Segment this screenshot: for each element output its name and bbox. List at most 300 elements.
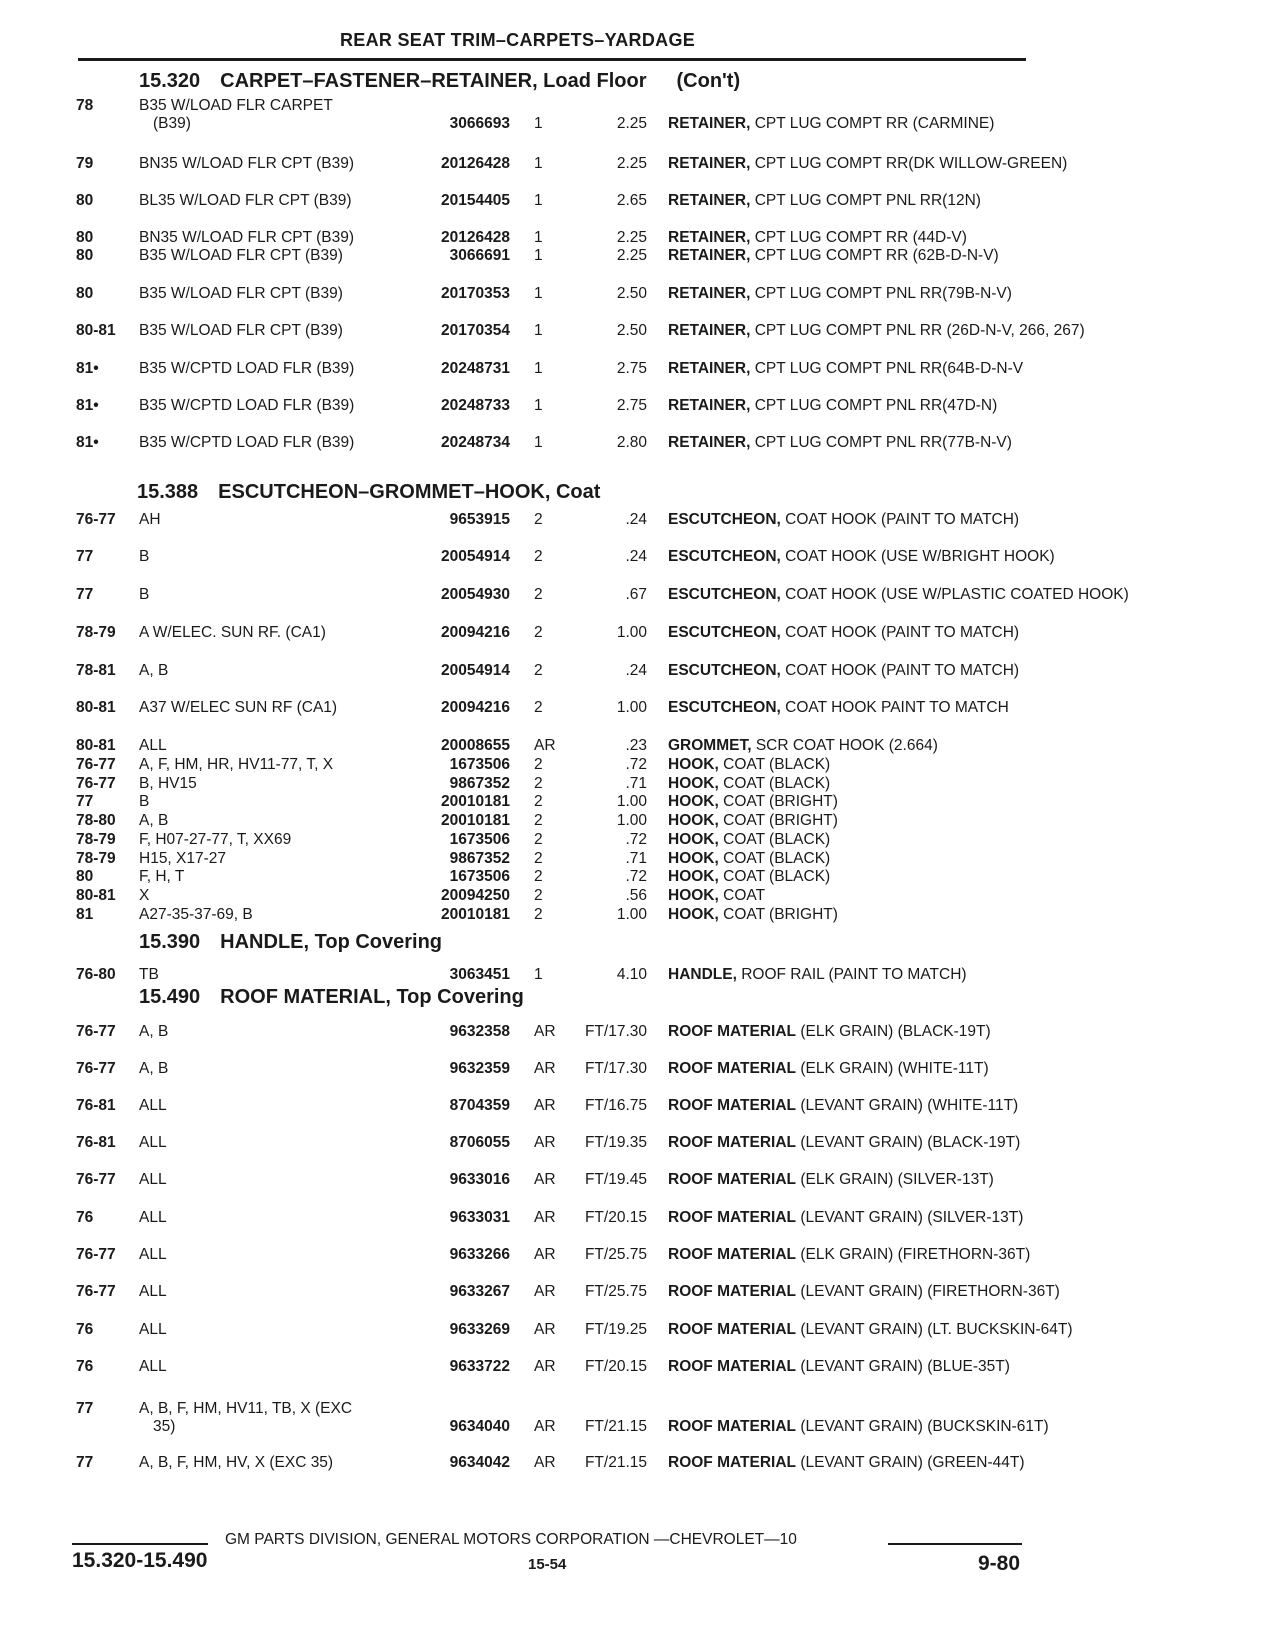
row-description-bold: ROOF MATERIAL <box>668 1023 797 1040</box>
section-heading: HANDLE, Top Covering <box>220 931 443 953</box>
row-quantity: 2 <box>534 624 543 641</box>
row-price: FT/25.75 <box>584 1246 647 1263</box>
row-description-bold: HOOK, <box>668 887 719 904</box>
row-part-number: 9633267 <box>449 1283 510 1300</box>
row-description <box>668 775 1028 793</box>
row-description-bold: ROOF MATERIAL <box>668 1134 797 1151</box>
row-description-text: COAT HOOK (USE W/PLASTIC COATED HOOK) <box>785 586 1129 603</box>
row-description <box>668 1060 1028 1078</box>
row-price: .72 <box>625 868 647 885</box>
row-year: 76-81 <box>76 1097 116 1114</box>
row-price: FT/20.15 <box>584 1358 647 1375</box>
section-code: 15.320 <box>139 70 201 92</box>
row-model <box>139 1134 411 1152</box>
row-description-bold: ESCUTCHEON, <box>668 662 781 679</box>
row-model-text: ALL <box>139 1097 167 1114</box>
row-model <box>139 906 411 924</box>
row-price: FT/21.15 <box>584 1418 647 1435</box>
row-description <box>668 1209 1028 1227</box>
row-description-bold: ROOF MATERIAL <box>668 1321 797 1338</box>
row-model-cont: (B39) <box>153 115 191 132</box>
section-heading: CARPET–FASTENER–RETAINER, Load Floor <box>220 70 647 92</box>
row-description-text: (LEVANT GRAIN) (GREEN-44T) <box>800 1454 1025 1471</box>
row-price: 2.80 <box>616 434 647 451</box>
row-year: 76-77 <box>76 1060 116 1077</box>
row-quantity: 2 <box>534 868 543 885</box>
row-description-text: COAT (BLACK) <box>723 756 831 773</box>
row-year: 76 <box>76 1321 94 1338</box>
row-quantity: 2 <box>534 586 543 603</box>
row-model <box>139 793 411 811</box>
row-description <box>668 155 1068 173</box>
row-model <box>139 662 411 680</box>
row-model-text: B35 W/CPTD LOAD FLR (B39) <box>139 397 355 414</box>
row-quantity: 2 <box>534 887 543 904</box>
row-price: 2.25 <box>616 247 647 264</box>
row-part-number: 8704359 <box>449 1097 510 1114</box>
row-description <box>668 115 1028 133</box>
row-year: 80-81 <box>76 322 116 339</box>
row-description <box>668 434 1028 452</box>
row-model-text: B35 W/CPTD LOAD FLR (B39) <box>139 434 355 451</box>
row-price: .72 <box>625 756 647 773</box>
row-price: 1.00 <box>616 906 647 923</box>
row-quantity: 1 <box>534 360 543 377</box>
section-title <box>137 481 600 504</box>
row-price: 2.75 <box>616 397 647 414</box>
row-part-number: 20126428 <box>441 229 510 246</box>
section-continued: (Con't) <box>676 70 741 92</box>
row-model-text: BN35 W/LOAD FLR CPT (B39) <box>139 229 355 246</box>
row-quantity: 1 <box>534 115 543 132</box>
row-description <box>668 1358 1028 1376</box>
row-model <box>139 699 411 717</box>
row-description <box>668 662 1028 680</box>
row-description-text: COAT (BRIGHT) <box>723 906 838 923</box>
row-model-text: B35 W/CPTD LOAD FLR (B39) <box>139 360 355 377</box>
row-price: 2.50 <box>616 322 647 339</box>
row-model <box>139 247 411 265</box>
row-description-text: CPT LUG COMPT PNL RR(12N) <box>754 192 981 209</box>
row-model-text: B35 W/LOAD FLR CARPET <box>139 97 333 114</box>
row-description-bold: RETAINER, <box>668 229 751 246</box>
row-year: 76-77 <box>76 756 116 773</box>
row-part-number: 20010181 <box>441 793 510 810</box>
row-price: FT/19.35 <box>584 1134 647 1151</box>
row-model <box>139 548 411 566</box>
footer-date: 9-80 <box>978 1552 1021 1575</box>
row-model-text: A, B <box>139 662 169 679</box>
section-code: 15.490 <box>139 986 201 1008</box>
row-description <box>668 1454 1028 1472</box>
row-year: 77 <box>76 793 94 810</box>
row-description <box>668 1171 1028 1189</box>
row-description-text: CPT LUG COMPT PNL RR(77B-N-V) <box>754 434 1012 451</box>
row-description-bold: HOOK, <box>668 756 719 773</box>
row-year: 76-77 <box>76 1023 116 1040</box>
row-description-bold: ROOF MATERIAL <box>668 1171 797 1188</box>
row-model <box>139 1060 411 1078</box>
row-model <box>139 1400 411 1436</box>
row-model-text: F, H07-27-77, T, XX69 <box>139 831 292 848</box>
row-part-number: 1673506 <box>449 868 510 885</box>
row-year: 76-77 <box>76 511 116 528</box>
row-year: 78-79 <box>76 831 116 848</box>
row-price: .24 <box>625 511 647 528</box>
row-description-text: COAT HOOK (USE W/BRIGHT HOOK) <box>785 548 1055 565</box>
row-quantity: 1 <box>534 285 543 302</box>
row-description-bold: ROOF MATERIAL <box>668 1246 797 1263</box>
row-description-bold: ESCUTCHEON, <box>668 548 781 565</box>
row-model <box>139 322 411 340</box>
row-description-text: CPT LUG COMPT RR (44D-V) <box>754 229 967 246</box>
row-description-text: (LEVANT GRAIN) (BLACK-19T) <box>800 1134 1021 1151</box>
row-model-text: B35 W/LOAD FLR CPT (B39) <box>139 322 343 339</box>
row-part-number: 9634042 <box>449 1454 510 1471</box>
row-model-text: ALL <box>139 1209 167 1226</box>
row-description-bold: ROOF MATERIAL <box>668 1097 797 1114</box>
row-description <box>668 322 1085 340</box>
row-model <box>139 868 411 886</box>
row-description-bold: HOOK, <box>668 793 719 810</box>
row-description <box>668 850 1028 868</box>
row-description-text: (ELK GRAIN) (BLACK-19T) <box>800 1023 991 1040</box>
row-year: 78-79 <box>76 624 116 641</box>
row-description-text: COAT (BLACK) <box>723 775 831 792</box>
row-model <box>139 97 411 133</box>
row-quantity: AR <box>534 1171 556 1188</box>
row-year: 76-77 <box>76 1283 116 1300</box>
row-model-text: F, H, T <box>139 868 185 885</box>
row-description-bold: ROOF MATERIAL <box>668 1418 797 1435</box>
row-model-text: ALL <box>139 1134 167 1151</box>
row-model <box>139 192 411 210</box>
row-year: 80 <box>76 229 94 246</box>
row-model <box>139 1246 411 1264</box>
row-part-number: 20248733 <box>441 397 510 414</box>
row-description-text: (LEVANT GRAIN) (FIRETHORN-36T) <box>800 1283 1060 1300</box>
row-part-number: 20094216 <box>441 699 510 716</box>
row-price: FT/19.45 <box>584 1171 647 1188</box>
row-description-text: CPT LUG COMPT PNL RR(64B-D-N-V <box>754 360 1024 377</box>
row-price: FT/19.25 <box>584 1321 647 1338</box>
row-description-bold: RETAINER, <box>668 155 751 172</box>
row-quantity: AR <box>534 1134 556 1151</box>
row-description <box>668 624 1028 642</box>
row-description-text: (ELK GRAIN) (FIRETHORN-36T) <box>800 1246 1031 1263</box>
row-description <box>668 247 1028 265</box>
row-description <box>668 1246 1031 1264</box>
row-description <box>668 887 1028 905</box>
row-part-number: 20094250 <box>441 887 510 904</box>
row-description-bold: RETAINER, <box>668 192 751 209</box>
row-description-text: COAT (BRIGHT) <box>723 812 838 829</box>
row-description <box>668 793 1028 811</box>
row-quantity: AR <box>534 1060 556 1077</box>
row-part-number: 8706055 <box>449 1134 510 1151</box>
row-quantity: 1 <box>534 155 543 172</box>
row-year: 81 <box>76 906 94 923</box>
row-quantity: 2 <box>534 812 543 829</box>
row-description <box>668 586 1129 604</box>
row-description-bold: ROOF MATERIAL <box>668 1358 797 1375</box>
row-description-bold: ROOF MATERIAL <box>668 1454 797 1471</box>
row-description-text: (LEVANT GRAIN) (BLUE-35T) <box>800 1358 1010 1375</box>
row-price: FT/21.15 <box>584 1454 647 1471</box>
row-description <box>668 1023 1028 1041</box>
row-description <box>668 511 1028 529</box>
row-model <box>139 1171 411 1189</box>
row-price: .67 <box>625 586 647 603</box>
row-model-text: A, B, F, HM, HV11, TB, X (EXC <box>139 1400 353 1417</box>
row-quantity: 2 <box>534 548 543 565</box>
row-quantity: AR <box>534 1209 556 1226</box>
page-header-title: REAR SEAT TRIM–CARPETS–YARDAGE <box>340 30 696 50</box>
row-part-number: 20054930 <box>441 586 510 603</box>
row-price: 1.00 <box>616 699 647 716</box>
row-description <box>668 699 1028 717</box>
section-heading: ROOF MATERIAL, Top Covering <box>220 986 524 1008</box>
row-part-number: 3063451 <box>449 966 510 983</box>
row-description-bold: GROMMET, <box>668 737 752 754</box>
row-model-text: A, F, HM, HR, HV11-77, T, X <box>139 756 334 773</box>
row-description-text: (LEVANT GRAIN) (LT. BUCKSKIN-64T) <box>800 1321 1073 1338</box>
row-year: 81• <box>76 397 99 414</box>
header-rule <box>78 58 1026 61</box>
row-model-text: B35 W/LOAD FLR CPT (B39) <box>139 285 343 302</box>
row-description-text: (LEVANT GRAIN) (SILVER-13T) <box>800 1209 1024 1226</box>
row-description-text: COAT HOOK (PAINT TO MATCH) <box>785 624 1020 641</box>
row-model-text: ALL <box>139 1358 167 1375</box>
row-year: 78-80 <box>76 812 116 829</box>
row-part-number: 9867352 <box>449 775 510 792</box>
row-part-number: 20248734 <box>441 434 510 451</box>
row-description <box>668 192 1028 210</box>
row-description-text: COAT HOOK PAINT TO MATCH <box>785 699 1009 716</box>
row-quantity: AR <box>534 1023 556 1040</box>
row-quantity: 2 <box>534 793 543 810</box>
row-part-number: 9653915 <box>449 511 510 528</box>
row-year: 76 <box>76 1358 94 1375</box>
row-description-bold: ROOF MATERIAL <box>668 1209 797 1226</box>
row-description-bold: HANDLE, <box>668 966 737 983</box>
row-model-text: A W/ELEC. SUN RF. (CA1) <box>139 624 326 641</box>
row-part-number: 20170353 <box>441 285 510 302</box>
row-quantity: 2 <box>534 775 543 792</box>
row-description-bold: HOOK, <box>668 850 719 867</box>
row-year: 76 <box>76 1209 94 1226</box>
row-model <box>139 737 411 755</box>
row-description-bold: ESCUTCHEON, <box>668 624 781 641</box>
row-description-text: SCR COAT HOOK (2.664) <box>755 737 938 754</box>
row-description-bold: HOOK, <box>668 831 719 848</box>
row-price: FT/17.30 <box>584 1060 647 1077</box>
row-quantity: 2 <box>534 699 543 716</box>
row-description <box>668 756 1028 774</box>
row-year: 76-77 <box>76 775 116 792</box>
row-price: 1.00 <box>616 624 647 641</box>
section-code: 15.390 <box>139 931 201 953</box>
row-model <box>139 1358 411 1376</box>
row-model-text: ALL <box>139 737 167 754</box>
row-part-number: 3066693 <box>449 115 510 132</box>
row-year: 80 <box>76 192 94 209</box>
row-description <box>668 1418 1049 1436</box>
row-model <box>139 360 411 378</box>
row-quantity: AR <box>534 1418 556 1435</box>
row-description <box>668 285 1028 303</box>
row-part-number: 9867352 <box>449 850 510 867</box>
row-price: 1.00 <box>616 793 647 810</box>
row-price: .71 <box>625 775 647 792</box>
row-description <box>668 1321 1073 1339</box>
row-description <box>668 966 1028 984</box>
row-model <box>139 511 411 529</box>
row-year: 80-81 <box>76 699 116 716</box>
row-description-text: COAT HOOK (PAINT TO MATCH) <box>785 511 1020 528</box>
row-model-text: ALL <box>139 1321 167 1338</box>
row-part-number: 9634040 <box>449 1418 510 1435</box>
row-part-number: 20010181 <box>441 906 510 923</box>
row-model <box>139 586 411 604</box>
row-description-text: (ELK GRAIN) (SILVER-13T) <box>800 1171 994 1188</box>
row-year: 80 <box>76 868 94 885</box>
row-description <box>668 229 1028 247</box>
row-description <box>668 397 1028 415</box>
row-model-text: ALL <box>139 1171 167 1188</box>
row-model-text: A37 W/ELEC SUN RF (CA1) <box>139 699 338 716</box>
row-quantity: 1 <box>534 434 543 451</box>
row-description-text: CPT LUG COMPT RR(DK WILLOW-GREEN) <box>754 155 1068 172</box>
row-year: 80 <box>76 247 94 264</box>
row-price: FT/20.15 <box>584 1209 647 1226</box>
row-description <box>668 1283 1060 1301</box>
row-description-bold: RETAINER, <box>668 322 751 339</box>
row-description-text: (ELK GRAIN) (WHITE-11T) <box>800 1060 989 1077</box>
row-year: 78-81 <box>76 662 116 679</box>
row-description-bold: ESCUTCHEON, <box>668 699 781 716</box>
footer-rule-left <box>72 1543 208 1545</box>
section-title <box>139 986 524 1009</box>
row-quantity: 1 <box>534 229 543 246</box>
row-year: 77 <box>76 586 94 603</box>
row-part-number: 9633031 <box>449 1209 510 1226</box>
row-part-number: 20170354 <box>441 322 510 339</box>
row-description <box>668 360 1028 378</box>
row-description-text: ROOF RAIL (PAINT TO MATCH) <box>741 966 967 983</box>
footer-division: GM PARTS DIVISION, GENERAL MOTORS CORPORATION —CHEVROLET—10 <box>225 1531 797 1548</box>
row-price: 2.25 <box>616 115 647 132</box>
row-quantity: 2 <box>534 511 543 528</box>
row-part-number: 9633016 <box>449 1171 510 1188</box>
row-quantity: AR <box>534 1358 556 1375</box>
row-model <box>139 966 411 984</box>
row-description-text: CPT LUG COMPT PNL RR(47D-N) <box>754 397 998 414</box>
row-price: 4.10 <box>616 966 647 983</box>
row-quantity: 2 <box>534 662 543 679</box>
row-description-bold: HOOK, <box>668 868 719 885</box>
row-description-bold: RETAINER, <box>668 285 751 302</box>
section-heading: ESCUTCHEON–GROMMET–HOOK, Coat <box>218 481 601 503</box>
row-model-text: A27-35-37-69, B <box>139 906 253 923</box>
row-model <box>139 850 411 868</box>
row-model <box>139 775 411 793</box>
row-description-bold: HOOK, <box>668 906 719 923</box>
row-model-text: B35 W/LOAD FLR CPT (B39) <box>139 247 343 264</box>
row-part-number: 20054914 <box>441 662 510 679</box>
row-quantity: AR <box>534 1283 556 1300</box>
row-description <box>668 1134 1028 1152</box>
row-part-number: 9632358 <box>449 1023 510 1040</box>
row-description-text: COAT <box>723 887 766 904</box>
footer-section-range: 15.320-15.490 <box>72 1549 208 1572</box>
row-quantity: AR <box>534 737 556 754</box>
row-description-text: CPT LUG COMPT RR (62B-D-N-V) <box>754 247 999 264</box>
row-description <box>668 906 1028 924</box>
row-description-text: (LEVANT GRAIN) (WHITE-11T) <box>800 1097 1019 1114</box>
row-price: 2.25 <box>616 155 647 172</box>
row-year: 78 <box>76 97 94 114</box>
row-model <box>139 624 411 642</box>
row-price: 2.25 <box>616 229 647 246</box>
row-description-text: COAT HOOK (PAINT TO MATCH) <box>785 662 1020 679</box>
row-model <box>139 155 411 173</box>
row-part-number: 9633269 <box>449 1321 510 1338</box>
row-model <box>139 1023 411 1041</box>
row-part-number: 20010181 <box>441 812 510 829</box>
row-model-text: A, B <box>139 1060 169 1077</box>
row-description-text: (LEVANT GRAIN) (BUCKSKIN-61T) <box>800 1418 1049 1435</box>
row-description <box>668 831 1028 849</box>
row-year: 76-77 <box>76 1246 116 1263</box>
row-quantity: 1 <box>534 397 543 414</box>
row-model-text: B <box>139 793 150 810</box>
row-model <box>139 812 411 830</box>
row-part-number: 20126428 <box>441 155 510 172</box>
row-price: 2.50 <box>616 285 647 302</box>
row-year: 79 <box>76 155 94 172</box>
row-part-number: 20154405 <box>441 192 510 209</box>
row-description-bold: ROOF MATERIAL <box>668 1283 797 1300</box>
row-model <box>139 831 411 849</box>
row-model <box>139 1283 411 1301</box>
row-quantity: 2 <box>534 850 543 867</box>
row-model <box>139 1097 411 1115</box>
row-quantity: 2 <box>534 831 543 848</box>
row-quantity: 1 <box>534 322 543 339</box>
row-model-text: A, B <box>139 812 169 829</box>
footer-rule-right <box>888 1543 1022 1545</box>
row-year: 76-80 <box>76 966 116 983</box>
row-year: 77 <box>76 548 94 565</box>
row-model-text: BN35 W/LOAD FLR CPT (B39) <box>139 155 355 172</box>
row-year: 76-81 <box>76 1134 116 1151</box>
row-price: .71 <box>625 850 647 867</box>
row-description-text: CPT LUG COMPT PNL RR (26D-N-V, 266, 267) <box>754 322 1085 339</box>
row-model <box>139 1209 411 1227</box>
row-description <box>668 1097 1028 1115</box>
row-model-text: B <box>139 548 150 565</box>
row-model <box>139 756 411 774</box>
row-part-number: 9633266 <box>449 1246 510 1263</box>
row-part-number: 20008655 <box>441 737 510 754</box>
row-year: 81• <box>76 434 99 451</box>
row-model-text: BL35 W/LOAD FLR CPT (B39) <box>139 192 352 209</box>
footer-page-number: 15-54 <box>528 1556 567 1573</box>
row-model <box>139 887 411 905</box>
row-description-bold: RETAINER, <box>668 115 751 132</box>
row-description-text: COAT (BLACK) <box>723 831 831 848</box>
